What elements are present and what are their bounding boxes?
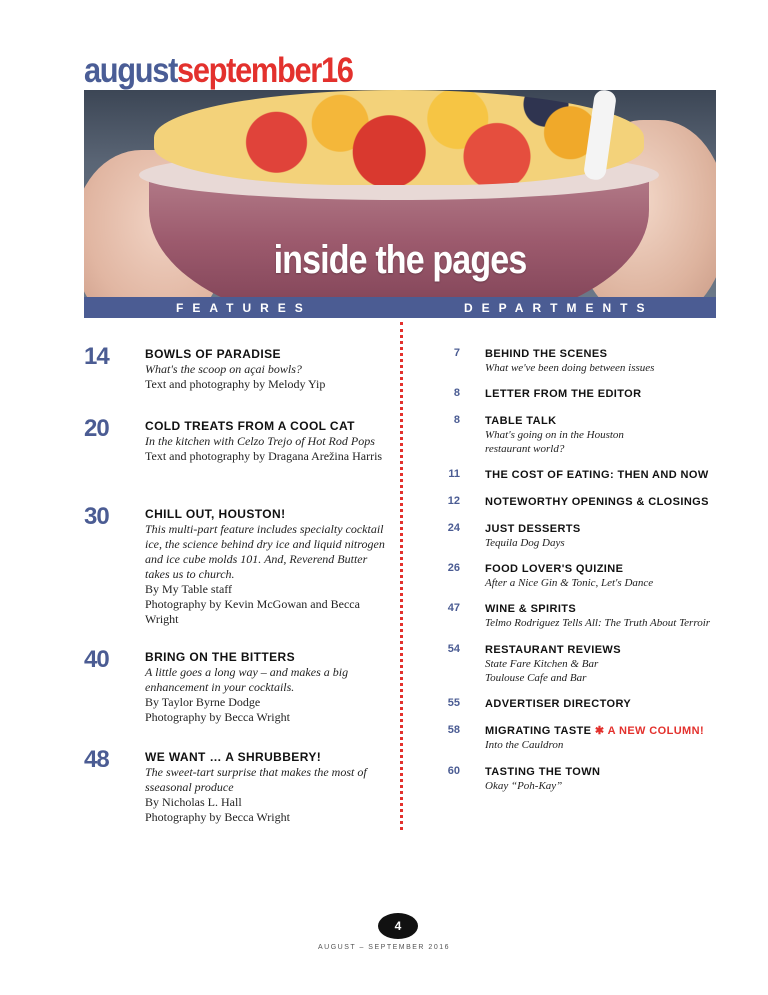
department-subtitle: Telmo Rodriguez Tells All: The Truth About Terroir <box>485 617 711 629</box>
footer-issue-date: AUGUST – SEPTEMBER 2016 <box>317 944 451 951</box>
department-title: JUST DESSERTS <box>485 523 581 535</box>
department-page-number: 8 <box>453 414 460 426</box>
feature-page-number: 48 <box>84 746 109 773</box>
department-subtitle: Toulouse Cafe and Bar <box>485 672 587 684</box>
department-page-number: 8 <box>453 387 460 399</box>
feature-title: CHILL OUT, HOUSTON! <box>145 507 286 521</box>
department-subtitle: Into the Cauldron <box>485 739 564 751</box>
star-icon: ✱ <box>594 725 605 737</box>
department-title: LETTER FROM THE EDITOR <box>485 388 642 400</box>
department-title: TABLE TALK <box>485 415 557 427</box>
department-page-number: 54 <box>447 643 460 655</box>
feature-description: The sweet-tart surprise that makes the most of sseasonal produce <box>145 765 367 794</box>
department-subtitle: Tequila Dog Days <box>485 537 565 549</box>
department-title <box>485 724 720 738</box>
feature-description: This multi-part feature includes specialty cocktail ice, the science behind dry ice and liquid nitrogen and ice cube molds 101. And, Reverend Butter takes us to church. <box>145 522 385 581</box>
feature-credit: Text and photography by Melody Yip <box>145 377 326 391</box>
feature-title: BRING ON THE BITTERS <box>145 650 296 664</box>
department-subtitle: What's going on in the Houston restaurant world? <box>485 429 624 455</box>
department-title: WINE & SPIRITS <box>485 603 577 615</box>
features-heading: FEATURES <box>176 301 312 315</box>
department-title: FOOD LOVER'S QUIZINE <box>485 563 624 575</box>
department-title-text: MIGRATING TASTE <box>485 725 592 737</box>
department-page-number: 58 <box>447 724 460 736</box>
department-page-number: 24 <box>447 522 460 534</box>
feature-description: In the kitchen with Celzo Trejo of Hot Rod Pops <box>145 434 375 448</box>
department-title: TASTING THE TOWN <box>485 766 601 778</box>
feature-credit: Text and photography by Dragana Arežina Harris <box>145 449 383 463</box>
department-page-number: 55 <box>447 697 460 709</box>
department-page-number: 11 <box>448 468 460 480</box>
department-title: ADVERTISER DIRECTORY <box>485 698 632 710</box>
issue-title <box>84 50 353 92</box>
feature-credit: Photography by Becca Wright <box>145 710 290 724</box>
department-page-number: 12 <box>447 495 460 507</box>
feature-page-number: 30 <box>84 503 109 530</box>
page-number-badge: 4 <box>378 913 418 939</box>
feature-description: A little goes a long way – and makes a big enhancement in your cocktails. <box>145 665 349 694</box>
fruit-topping <box>154 90 644 185</box>
issue-month-1: august <box>84 51 178 90</box>
department-subtitle: What we've been doing between issues <box>485 362 655 374</box>
feature-credit: By Taylor Byrne Dodge <box>145 695 261 709</box>
feature-credit: By My Table staff <box>145 582 233 596</box>
feature-credit: By Nicholas L. Hall <box>145 795 242 809</box>
feature-title: WE WANT … A SHRUBBERY! <box>145 750 322 764</box>
department-page-number: 60 <box>447 765 460 777</box>
department-subtitle: State Fare Kitchen & Bar <box>485 658 599 670</box>
department-title: BEHIND THE SCENES <box>485 348 608 360</box>
department-title: NOTEWORTHY OPENINGS & CLOSINGS <box>485 496 709 508</box>
department-page-number: 7 <box>453 347 460 359</box>
hero-photo <box>84 90 716 297</box>
feature-title: COLD TREATS FROM A COOL CAT <box>145 419 355 433</box>
department-title: THE COST OF EATING: THEN AND NOW <box>485 469 709 481</box>
hero-heading: inside the pages <box>273 238 527 282</box>
department-subtitle: After a Nice Gin & Tonic, Let's Dance <box>485 577 654 589</box>
new-column-flag: A NEW COLUMN! <box>607 725 705 737</box>
departments-heading: DEPARTMENTS <box>464 301 654 315</box>
issue-month-2: september <box>177 51 321 90</box>
feature-page-number: 40 <box>84 646 109 673</box>
department-title: RESTAURANT REVIEWS <box>485 644 621 656</box>
feature-page-number: 20 <box>84 415 109 442</box>
department-page-number: 47 <box>447 602 460 614</box>
department-subtitle: Okay “Poh-Kay” <box>485 780 563 792</box>
feature-title: BOWLS OF PARADISE <box>145 347 281 361</box>
feature-description: What's the scoop on açai bowls? <box>145 362 302 376</box>
section-header-bar <box>84 297 716 318</box>
issue-year: 16 <box>320 51 353 90</box>
column-divider <box>400 322 403 830</box>
feature-credit: Photography by Kevin McGowan and Becca Wright <box>145 597 360 626</box>
feature-page-number: 14 <box>84 343 109 370</box>
department-page-number: 26 <box>447 562 460 574</box>
feature-credit: Photography by Becca Wright <box>145 810 290 824</box>
